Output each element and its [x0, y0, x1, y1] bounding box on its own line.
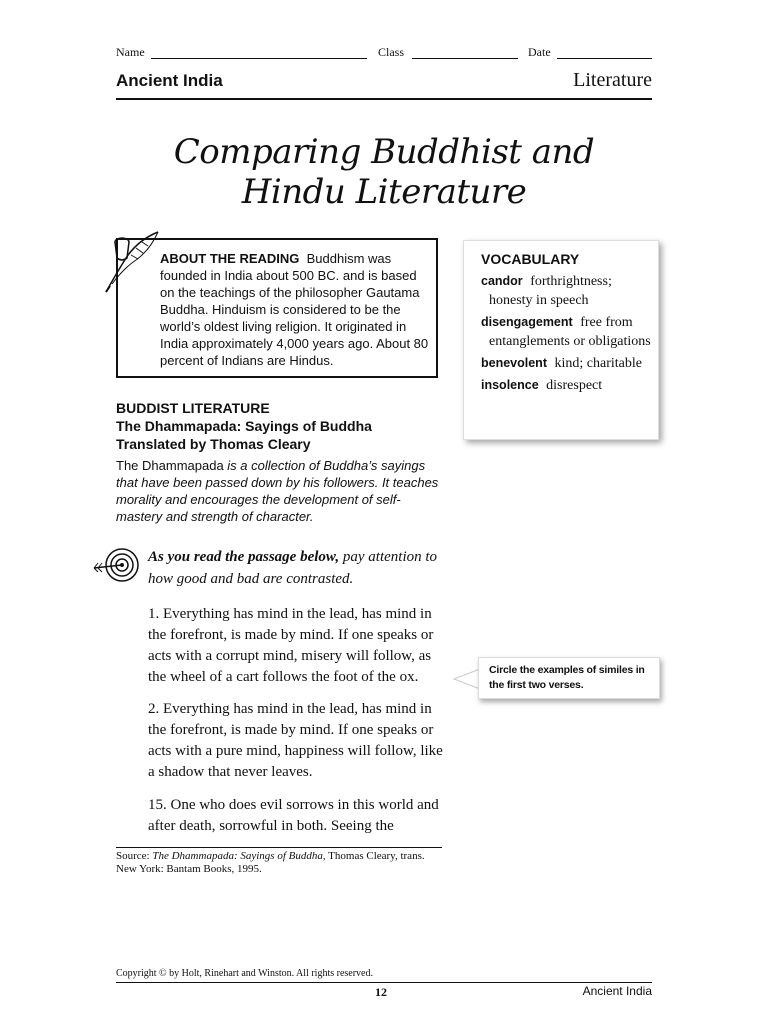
intro-body: is a collection of Buddha’s sayings that have been passed down by his followers. It teaches morality and encourages the development of self-mastery and strength of character.	[116, 458, 439, 524]
class-label: Class	[378, 45, 405, 59]
title-line-2: Hindu Literature	[241, 172, 527, 212]
vocab-term: benevolent	[481, 356, 547, 370]
intro-paragraph	[116, 457, 446, 525]
name-field-line	[151, 58, 367, 59]
page-title	[116, 132, 652, 212]
vocab-definition: disrespect	[546, 378, 603, 393]
about-reading-text	[160, 250, 430, 369]
instruction-lead: As you read the passage below,	[148, 549, 340, 565]
vocab-definition: kind; charitable	[554, 356, 642, 371]
title-line-1: Comparing Buddhist and	[173, 132, 595, 172]
class-field-line	[412, 58, 518, 59]
target-icon	[92, 545, 140, 585]
vocab-definition: free from entanglements or obligations	[489, 315, 651, 349]
section-heading: BUDDIST LITERATURE	[116, 400, 270, 416]
footer-unit: Ancient India	[582, 984, 652, 998]
reading-instruction	[148, 546, 448, 590]
source-prefix: Source:	[116, 850, 150, 862]
header-rule	[116, 98, 652, 100]
vocab-item	[481, 354, 656, 373]
verse-15: 15. One who does evil sorrows in this world and after death, sorrowful in both. Seeing the	[148, 797, 439, 834]
section-heading-block	[116, 399, 372, 453]
verse-2: 2. Everything has mind in the lead, has mind in the forefront, is made by mind. If one speaks or acts with a pure mind, happiness will follow, like a shadow that never leaves.	[148, 701, 443, 780]
vocab-item	[481, 376, 656, 395]
translator-line: Translated by Thomas Cleary	[116, 436, 311, 452]
source-rule	[116, 847, 442, 848]
vocab-item	[481, 272, 656, 310]
about-reading-body: Buddhism was founded in India about 500 BC. and is based on the teachings of the philosopher Gautama Buddha. Hinduism is considered to be the world’s oldest living religion. It originated in India approximately 4,000 years ago. About 80 percent of Indians are Hindus.	[160, 251, 429, 368]
footer-rule	[116, 982, 652, 983]
date-field-line	[557, 58, 652, 59]
date-label: Date	[528, 45, 551, 59]
vocab-term: disengagement	[481, 315, 573, 329]
vocab-definition: forthrightness; honesty in speech	[489, 274, 612, 308]
margin-note: Circle the examples of similes in the first two verses.	[489, 664, 645, 691]
vocabulary-title: VOCABULARY	[481, 251, 580, 267]
source-details: Thomas Cleary, trans. New York: Bantam Books, 1995.	[116, 850, 425, 875]
vocab-term: insolence	[481, 378, 539, 392]
source-citation	[116, 850, 446, 876]
vocab-term: candor	[481, 274, 523, 288]
vocab-item	[481, 313, 656, 351]
work-title: The Dhammapada: Sayings of Buddha	[116, 418, 372, 434]
name-label: Name	[116, 45, 145, 59]
instruction-body: pay attention to how good and bad are contrasted.	[148, 549, 438, 587]
page-number: 12	[375, 985, 387, 999]
copyright-notice: Copyright © by Holt, Rinehart and Winston. All rights reserved.	[116, 968, 373, 979]
section-heading: Literature	[573, 69, 652, 91]
about-reading-label: ABOUT THE READING	[160, 251, 300, 266]
unit-heading: Ancient India	[116, 71, 223, 90]
verse-1: 1. Everything has mind in the lead, has mind in the forefront, is made by mind. If one speaks or acts with a corrupt mind, misery will follow, as the wheel of a cart follows the foot of the ox.	[148, 606, 434, 685]
source-title: The Dhammapada: Sayings of Buddha,	[152, 850, 326, 862]
vocabulary-list	[481, 272, 656, 398]
intro-work-name: The Dhammapada	[116, 458, 224, 473]
